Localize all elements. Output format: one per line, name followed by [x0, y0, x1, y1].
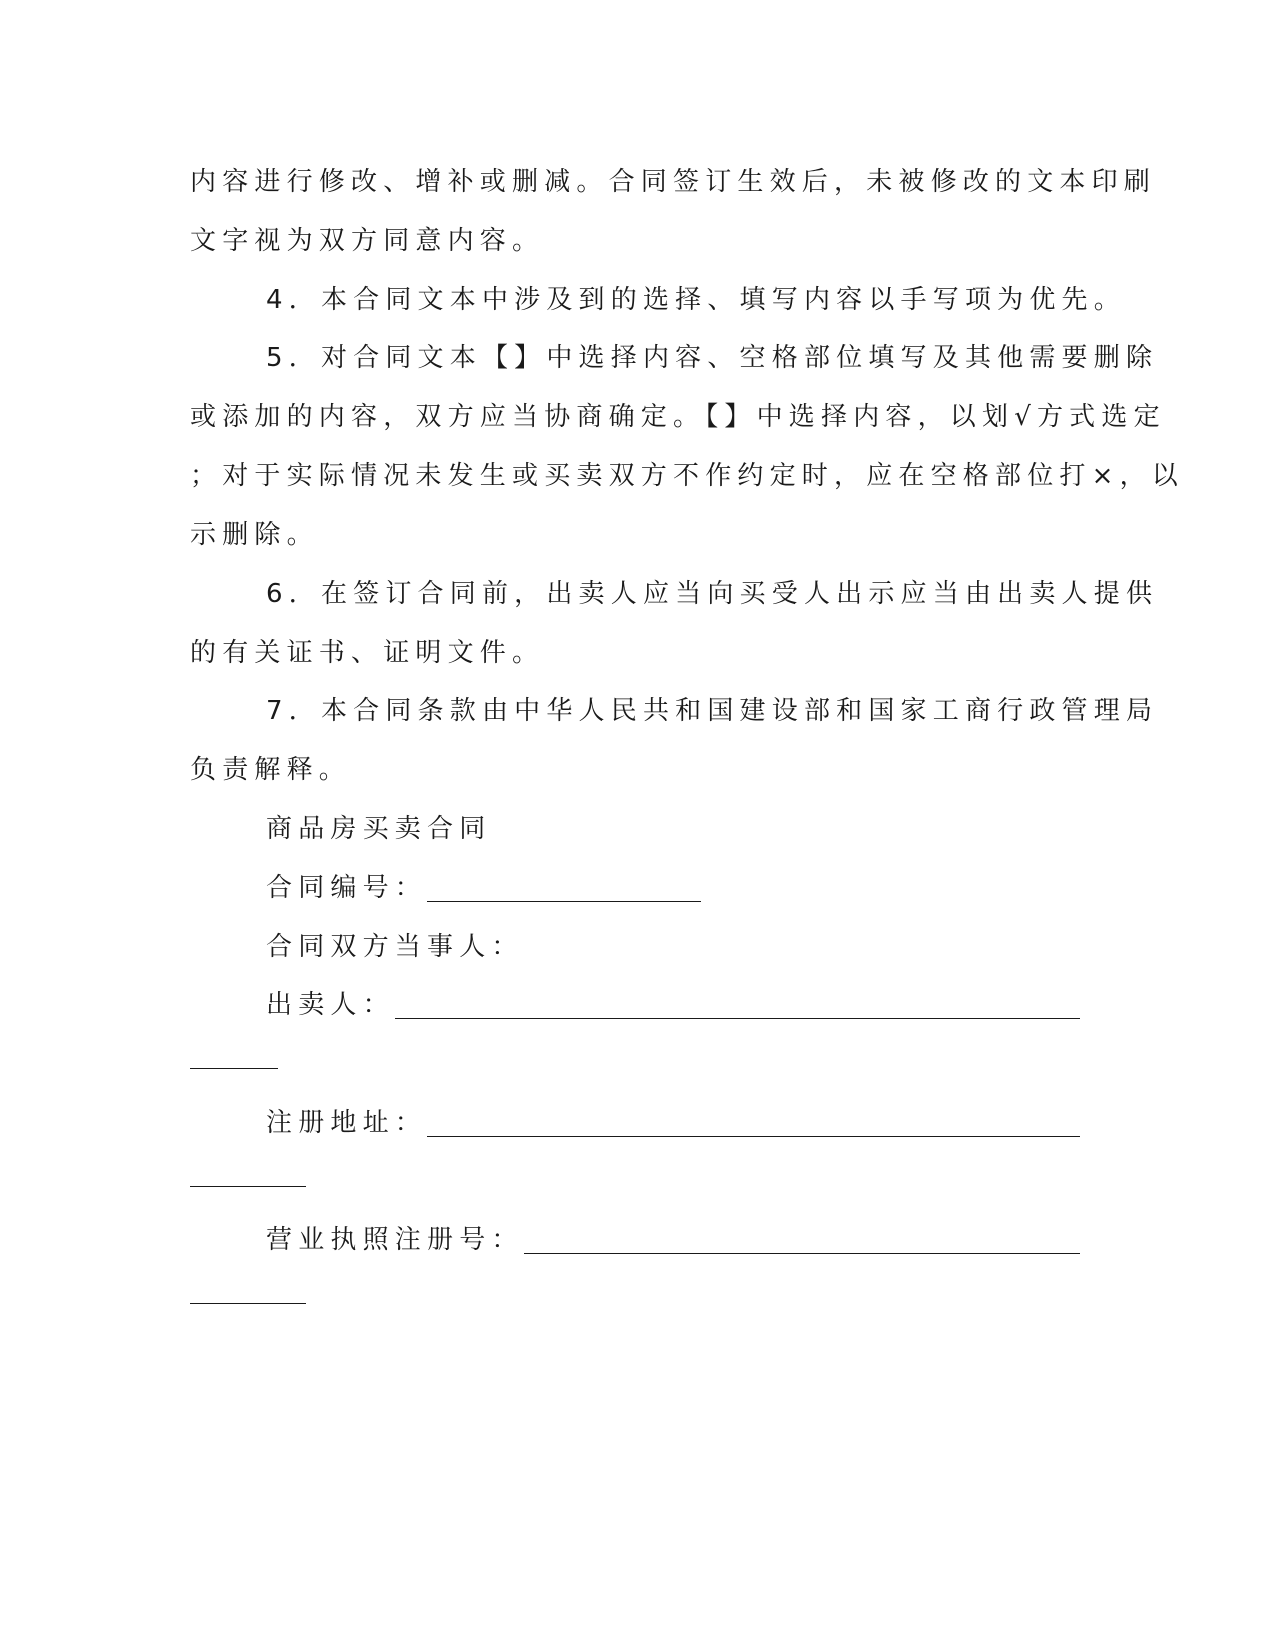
contract-number-blank[interactable] [427, 875, 701, 902]
paragraph-3-line-1: 内容进行修改、增补或删减。合同签订生效后，未被修改的文本印刷 [190, 167, 1157, 197]
paragraph-7-line-1: 7．本合同条款由中华人民共和国建设部和国家工商行政管理局 [266, 696, 1159, 726]
contract-number-row [266, 871, 701, 905]
address-label: 注册地址： [266, 1108, 428, 1138]
contract-number-label: 合同编号： [266, 873, 428, 903]
seller-blank[interactable] [395, 992, 1080, 1019]
seller-label: 出卖人： [266, 990, 395, 1020]
paragraph-5-line-4: 示删除。 [190, 520, 319, 550]
address-row [266, 1106, 1080, 1140]
license-blank[interactable] [524, 1227, 1080, 1254]
license-row [266, 1223, 1080, 1257]
paragraph-5-line-3: ；对于实际情况未发生或买卖双方不作约定时，应在空格部位打×，以 [190, 461, 1184, 491]
paragraph-5-line-2: 或添加的内容，双方应当协商确定。【】中选择内容，以划√方式选定 [190, 402, 1166, 432]
paragraph-3-line-2: 文字视为双方同意内容。 [190, 226, 545, 256]
license-label: 营业执照注册号： [266, 1225, 524, 1255]
address-blank[interactable] [427, 1110, 1080, 1137]
license-blank-continuation[interactable] [190, 1303, 306, 1304]
paragraph-5-line-1: 5．对合同文本【】中选择内容、空格部位填写及其他需要删除 [266, 343, 1159, 373]
contract-title: 商品房买卖合同 [266, 814, 492, 844]
paragraph-6-line-2: 的有关证书、证明文件。 [190, 638, 545, 668]
address-blank-continuation[interactable] [190, 1186, 306, 1187]
contract-parties-label: 合同双方当事人： [266, 932, 524, 962]
paragraph-6-line-1: 6．在签订合同前，出卖人应当向买受人出示应当由出卖人提供 [266, 579, 1159, 609]
paragraph-4-line-1: 4．本合同文本中涉及到的选择、填写内容以手写项为优先。 [266, 285, 1126, 315]
paragraph-7-line-2: 负责解释。 [190, 755, 352, 785]
seller-blank-continuation[interactable] [190, 1068, 278, 1069]
seller-row [266, 988, 1080, 1022]
